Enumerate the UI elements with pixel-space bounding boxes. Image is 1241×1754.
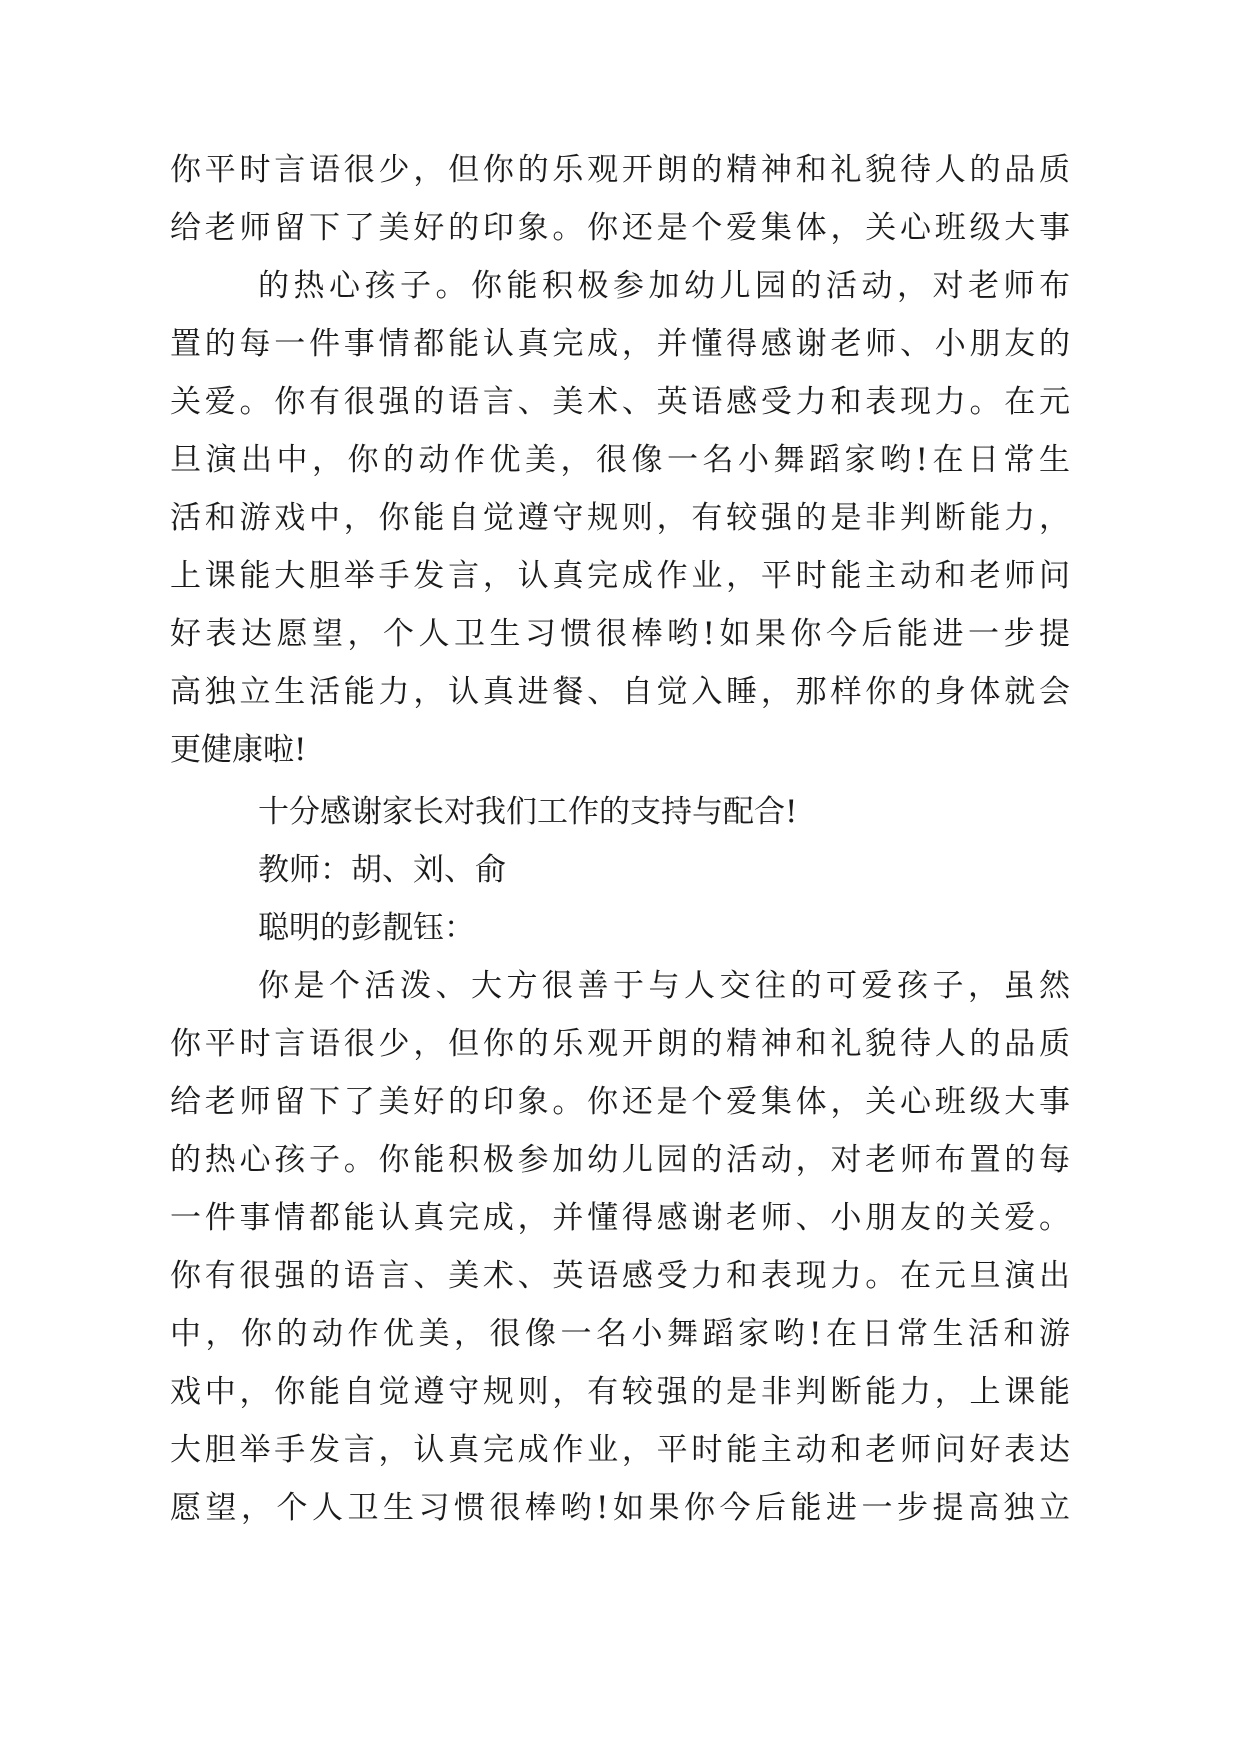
text-line: 大胆举手发言，认真完成作业，平时能主动和老师问好表达: [170, 1432, 1070, 1468]
text-line: 你是个活泼、大方很善于与人交往的可爱孩子，虽然: [258, 968, 1070, 1004]
text-line: 的热心孩子。你能积极参加幼儿园的活动，对老师布: [258, 268, 1070, 304]
text-line: 你有很强的语言、美术、英语感受力和表现力。在元旦演出: [170, 1258, 1070, 1294]
text-line: 好表达愿望，个人卫生习惯很棒哟!如果你今后能进一步提: [170, 616, 1070, 652]
text-line: 愿望，个人卫生习惯很棒哟!如果你今后能进一步提高独立: [170, 1490, 1070, 1526]
text-line: 置的每一件事情都能认真完成，并懂得感谢老师、小朋友的: [170, 326, 1070, 362]
text-line: 活和游戏中，你能自觉遵守规则，有较强的是非判断能力，: [170, 500, 1070, 536]
thanks-line: 十分感谢家长对我们工作的支持与配合!: [258, 794, 798, 830]
text-line: 关爱。你有很强的语言、美术、英语感受力和表现力。在元: [170, 384, 1070, 420]
text-line: 你平时言语很少，但你的乐观开朗的精神和礼貌待人的品质: [170, 152, 1070, 188]
text-line: 高独立生活能力，认真进餐、自觉入睡，那样你的身体就会: [170, 674, 1070, 710]
salutation-line: 聪明的彭靓钰：: [258, 910, 475, 946]
text-line: 上课能大胆举手发言，认真完成作业，平时能主动和老师问: [170, 558, 1070, 594]
text-line: 戏中，你能自觉遵守规则，有较强的是非判断能力，上课能: [170, 1374, 1070, 1410]
text-line: 旦演出中，你的动作优美，很像一名小舞蹈家哟!在日常生: [170, 442, 1070, 478]
text-line: 给老师留下了美好的印象。你还是个爱集体，关心班级大事: [170, 1084, 1070, 1120]
text-line: 更健康啦!: [170, 732, 307, 768]
text-line: 的热心孩子。你能积极参加幼儿园的活动，对老师布置的每: [170, 1142, 1070, 1178]
text-line: 你平时言语很少，但你的乐观开朗的精神和礼貌待人的品质: [170, 1026, 1070, 1062]
text-line: 一件事情都能认真完成，并懂得感谢老师、小朋友的关爱。: [170, 1200, 1070, 1236]
text-line: 中，你的动作优美，很像一名小舞蹈家哟!在日常生活和游: [170, 1316, 1070, 1352]
signature-line: 教师：胡、刘、俞: [258, 852, 506, 888]
text-line: 给老师留下了美好的印象。你还是个爱集体，关心班级大事: [170, 210, 1070, 246]
